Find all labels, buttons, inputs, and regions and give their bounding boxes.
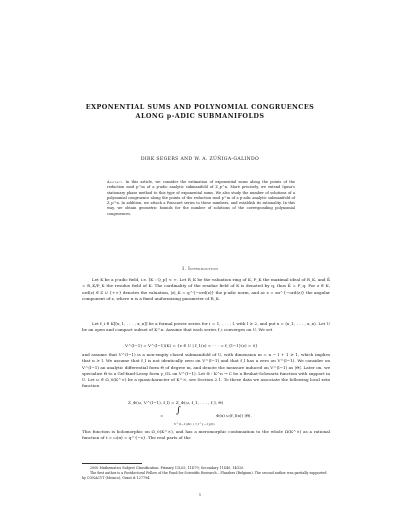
abstract-text: In this article, we consider the estimation of exponential sums along the points of the reduction mod p^m of a p-adic analytic submanifold of Z_p^n. More precisely, we extend Igusa's stationary phase method to this type of exponential sums. We also study the number of solutions of a polynomial congruence along the points of the reduction mod p^m of a p-adic analytic submanifold of Z_p^n. In addition, we attach a Poincaré series to these numbers, and establish its rationality. In this way, we obtain geometric bounds for the number of solutions of the corresponding polynomial congruences. xyxy=(107,180,295,216)
integral-sign: ∫ xyxy=(176,406,181,416)
page-number: 1 xyxy=(198,493,202,497)
equation-zeta-integrand: Φ(x) ω(f_l(x)) |Θ|. xyxy=(216,413,252,418)
equation-equals: = xyxy=(160,413,164,418)
equation-zeta-lhs: Z_Φ(ω, V^(l−1), f_l) = Z_Φ(ω, f_1, . . . , f_l, Θ) xyxy=(128,400,224,405)
footnote-funding: The first author is a Postdoctoral Fellow of the Fund for Scientific Research – Flanders (Belgium). The second author was partially supported by CONACYT (Mexico), Grant # 127794. xyxy=(82,471,327,480)
paper-authors: DIRK SEGERS AND W. A. ZÚÑIGA-GALINDO xyxy=(140,157,260,162)
paragraph-1: Let K be a p-adic field, i.e. [K : Q_p] < ∞. Let R_K be the valuation ring of K, P_K the maximal ideal of R_K, and K̄ = R_K/P_K the residue field of K. The cardinality of the residue field of K is denoted by q, thus K̄ = F_q. For z ∈ K, ord(z) ∈ Z ∪ {+∞} denotes the valuation, |z|_K = q^{−ord(z)} the p-adic norm, and ac z = zπ^{−ord(z)} the angular component of z, where π is a fixed uniformizing parameter of R_K. xyxy=(82,277,330,301)
paragraph-4: This function is holomorphic on Ω_0(K^×), and has a meromorphic continuation to the whole Ω(K^×) as a rational function of t = ω(π) = q^{−s}. The real parts of the xyxy=(82,429,330,441)
equation-variety: V^(l−1) = V^(l−1)(K) = {z ∈ U | f_1(z) = · · · = f_{l−1}(z) = 0} xyxy=(125,343,258,348)
section-heading: 1. Introduction xyxy=(181,267,219,272)
abstract xyxy=(107,180,295,217)
abstract-label: Abstract. xyxy=(107,180,124,184)
paragraph-3: and assume that V^(l−1) is a non-empty closed submanifold of U, with dimension m = n − l + 1 ≥ 1, which implies that n ≥ l. We assume that f_l is not identically zero on V^(l−1) and that f_l has a zero on V^(l−1). We consider on V^(l−1) an analytic differential form Θ of degree m, and denote the measure induced on V^(l−1) as |Θ|. Later on, we specialize Θ to a Gel'fand-Leray form γ_GL on V^(l−1). Let Φ : K^n → C be a Bruhat-Schwartz function with support in U. Let ω ∈ Ω_0(K^×) be a quasicharacter of K^×, see Section 2.1. To these data we associate the following local zeta function xyxy=(82,352,330,389)
paper-title-line-1: EXPONENTIAL SUMS AND POLYNOMIAL CONGRUENCES xyxy=(85,103,315,111)
footnote-rule xyxy=(82,463,142,464)
footnotes xyxy=(82,466,330,481)
paragraph-2: Let f_i ∈ K[[x_1, . . . , x_n]] be a formal power series for i = 1, . . . , l, with l ≥ 2, and put x = (x_1, . . . , x_n). Let U be an open and compact subset of K^n. Assume that each series f_i converges on U. We set xyxy=(82,321,330,333)
equation-zeta-domain: V^(l−1)(K) ∖ f_l^{−1}(0) xyxy=(174,422,215,426)
footnote-msc: 2000 Mathematics Subject Classification. Primary 11L05, 11D79; Secondary 11S40, 14G20. xyxy=(90,466,245,470)
paper-title-line-2: ALONG p-ADIC SUBMANIFOLDS xyxy=(135,112,265,120)
